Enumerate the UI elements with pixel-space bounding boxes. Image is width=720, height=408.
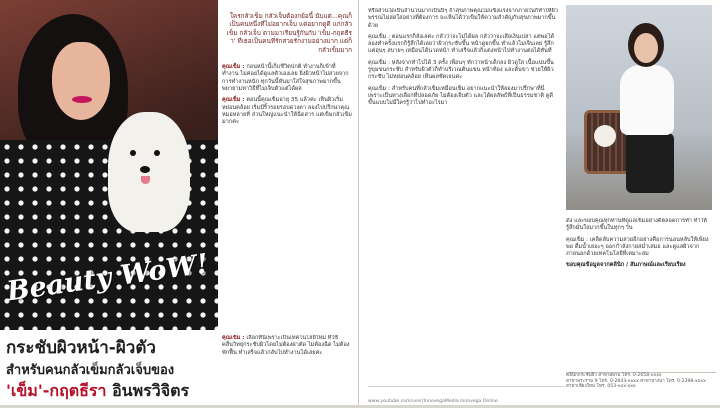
credit-line: ขอบคุณข้อมูลจากคลินิก / สัมภาษณ์และเรียบเรียง [566,262,686,269]
side-photo [566,5,712,210]
article-intro: ใครกลัวเข็ม กลัวเจ็บต้องกย้อนี้ นับแต่...คุณก็เป็นคนหนึ่งที่ไม่อยากเจ็บ แต่อยากดูดี แก่กลัวเข็ม กลัวเจ็บ ตามมาเรียนรู้กันกับ 'เข็ม-กฤตธีรา' ที่เธอเป็นคนที่รักสวยรักงามอย่างมาก แต่ก็กลัวเข็มมาก [226,12,352,54]
qa-paragraph-2 [222,97,352,126]
qa-paragraph-1 [222,64,352,93]
left-text-column [222,8,352,330]
woman-body-shape [620,65,674,135]
headline-name-prefix: 'เข็ม'-กฤตธีรา [6,381,107,400]
small-dog-shape [594,125,616,147]
right-col2-paragraph-2: คุณเข็ม : เคล็ดลับความสวยอีกอย่างคือการนอนหลับให้เพียงพอ ดื่มน้ำเยอะๆ ออกกำลังกายสม่ำเสมอ และดูแลผิวจากภายนอกด้วยเทคโนโลยีที่เหมาะสม [566,236,709,258]
dog-nose [140,166,150,173]
info-line-2: สาขาพระราม 9 โทร. 0-2643-xxxx สาขาบางนา โทร. 0-2398-xxxx [566,378,706,384]
woman-legs-shape [626,133,674,193]
dog-eye-left [130,150,136,156]
woman-face-side [634,33,658,63]
right-paragraph-1: หรือส่วนใดเป็นจำนวนมากเป็นปีๆ ถ้าสุขภาพคุณไม่แข็งแรงจากภายในก็ทำให้ผิวพรรณไม่สดใสอย่างที่ต้องการ จะเห็นได้ว่าเข็มให้ความสำคัญกับสุขภาพมากขึ้นด้วย [368,8,558,29]
woman-face-shape [52,42,110,120]
headline-line-1: กระชับผิวหน้า-ผิวตัว [6,338,156,358]
info-line-1: คลินิกกระชับผิว สาขาสยาม โทร. 0-2658-xxxx [566,373,662,378]
beauty-wow-script: Beauty WoW! [4,248,211,308]
info-line-3: สาขาเชียงใหม่ โทร. 053-xxx-xxx [566,384,636,390]
left-text-column-bottom [222,335,352,401]
qa-label-3: คุณเข็ม : [222,335,245,341]
dog-eye-right [154,150,160,156]
right-text-column [368,8,558,400]
qa-text-2: ตอนนี้คุณเข็มอายุ 35 แล้วค่ะ เห็นผิวเริ่มหย่อนคล้อย เริ่มมีริ้วรอยรอบดวงตา ลองไปปรึกษาคุณหมอหลายที่ ส่วนใหญ่แนะนำให้ฉีดสาร แต่เข็มกลัวเข็มมากค่ะ [222,97,352,126]
left-page [0,0,359,405]
cover-photo [0,0,218,330]
lips-shape [72,96,92,103]
qa-paragraph-3 [222,335,352,357]
qa-text-3: เลือกที่นี่เพราะเป็นเทคโนโลยีใหม่ ที่ใช้คลื่นวิทยุกระชับผิวโดยไม่ต้องผ่าตัด ไม่ต้องฉีด ไม่ต้องพักฟื้น ทำเสร็จแล้วกลับไปทำงานได้เลยค่ะ [222,335,350,356]
right-paragraph-4: คุณเข็ม : สำหรับคนที่กลัวเข็มเหมือนเข็ม อยากแนะนำให้ลองมาปรึกษาที่นี่ เพราะเป็นทางเลือกที่ปลอดภัย ไม่ต้องเจ็บตัว และได้ผลลัพธ์ที่เป็นธรรมชาติ ดูดีขึ้นแบบไม่มีใครรู้ว่าไปทำอะไรมา [368,85,554,107]
qa-text-1: ก่อนหน้านี้เก็บชีวิตปกติ ทำงานก็เข้าที่ทำงาน ไม่ค่อยได้ดูแลตัวเองเลย ยิ่งผิวหน้าไม่สวยจากการทำงานหนัก ทุกวันนี้หันมาใส่ใจสุขภาพมากขึ้น พยายามหาวิธีที่ไม่เจ็บตัวแต่ได้ผล [222,64,349,92]
white-dog-shape [108,112,190,232]
dog-tongue [141,176,150,184]
qa-label-2: คุณเข็ม : [222,97,245,104]
qa-label-1: คุณเข็ม : [222,64,245,71]
right-paragraph-3: คุณเข็ม : หลังจากทำไปได้ 3 ครั้ง เพื่อนๆ ทักว่าหน้าเด็กลง ผิวดูใส เนื้อแน่นขึ้น รูขุมขนกระชับ สำหรับผิวตัวก็ทำบริเวณต้นแขน หน้าท้อง และต้นขา ช่วยให้ผิวกระชับ ไม่หย่อนคล้อย เห็นผลชัดเจนค่ะ [368,59,554,81]
right-text-column-2 [566,218,712,368]
headline-line-3 [6,379,189,404]
right-col2-paragraph-1: ดัง และขอบคุณทุกท่านที่ดูแลเข็มอย่างดีตลอดการทำ ทำให้รู้สึกมั่นใจมากขึ้นในทุกๆ วัน [566,218,707,232]
headline-line-2: สำหรับคนกลัวเข็มกลัวเจ็บของ [6,363,175,378]
footer-links: www.youtube.com/user/InnovegaMedia Innovega Online [368,399,498,404]
clinic-info-box [566,372,716,399]
footer-strip [368,386,564,404]
headline-name-suffix: อินพรวิจิตร [106,381,190,400]
right-paragraph-2: คุณเข็ม : ตอนแรกก็ลังเลค่ะ กลัวว่าจะไม่ได้ผล กลัวว่าจะเสียเงินเปล่า แต่พอได้ลองทำครั้งแรกก็รู้สึกได้เลยว่าผิวกระชับขึ้น หน้าดูยกขึ้น ทำแล้วไม่เจ็บเลย รู้สึกแค่อุ่นๆ สบายๆ เหมือนได้นวดหน้า ทำเสร็จแล้วก็แต่งหน้าไปทำงานต่อได้ทันที [368,33,555,55]
